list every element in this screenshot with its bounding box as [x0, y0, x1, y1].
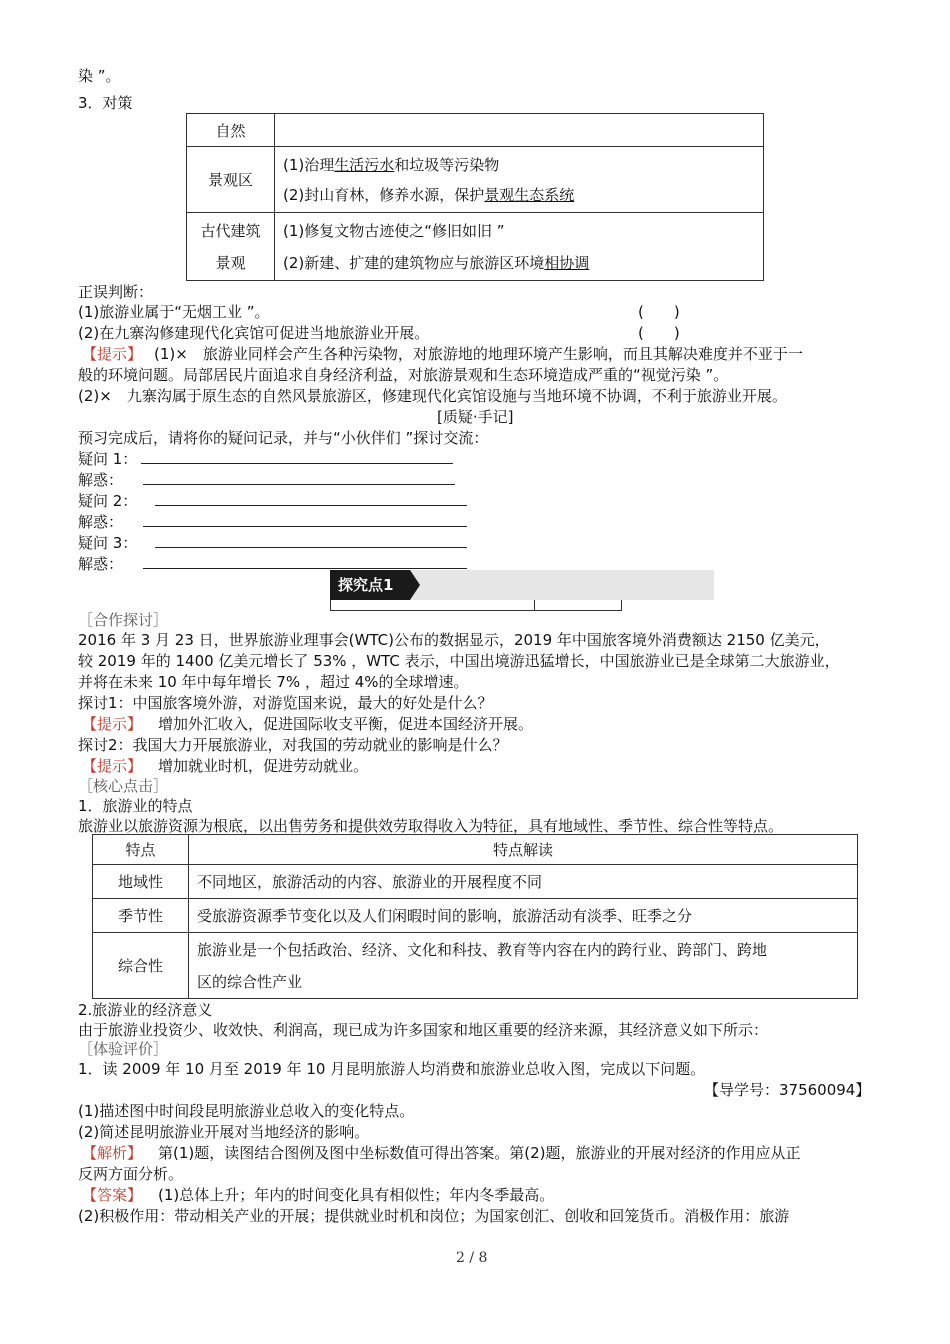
- explore-p2: 较 2019 年的 1400 亿美元增长了 53% ，WTC 表示，中国出境游迅猛增长，中国旅游业已是全球第二大旅游业，: [78, 652, 840, 670]
- discussion-1-tip: 【提示】 增加外汇收入，促进国际收支平衡，促进本国经济开展。: [82, 715, 534, 733]
- question-2-line: 疑问 2：: [78, 491, 467, 511]
- eval-question: 1．读 2009 年 10 月至 2019 年 10 月昆明旅游人均消费和旅游业总收入图，完成以下问题。: [78, 1060, 706, 1078]
- continued-text: 染 ”。: [78, 67, 121, 85]
- countermeasures-table: [186, 113, 764, 281]
- eval-sub-1: (1)描述图中时间段昆明旅游业总收入的变化特点。: [78, 1102, 415, 1120]
- explore-point-banner: [330, 570, 714, 600]
- guide-code: 【导学号：37560094】: [704, 1081, 871, 1099]
- judge-q2-paren: ( ): [638, 324, 680, 342]
- core-heading-1: 1．旅游业的特点: [78, 797, 193, 815]
- econ-heading: 2.旅游业的经济意义: [78, 1001, 213, 1019]
- features-table: [92, 834, 858, 999]
- table2-seasonal-desc: 受旅游资源季节变化以及人们闲暇时间的影响，旅游活动有淡季、旺季之分: [189, 899, 858, 933]
- judge-tip-1-cont: 般的环境问题。局部居民片面追求自身经济利益，对旅游景观和生态环境造成严重的“视觉污染 ”。: [78, 366, 729, 384]
- explore-header: ［合作探讨］: [78, 611, 169, 629]
- table1-cell-landscape-measures: (1)治理生活污水和垃圾等污染物 (2)封山育林，修养水源，保护景观生态系统: [275, 147, 764, 213]
- section-heading-3: 3．对策: [78, 94, 133, 112]
- analysis-line: 【解析】 第(1)题，读图结合图例及图中坐标数值可得出答案。第(2)题，旅游业的开展对经济的作用应从正: [82, 1144, 801, 1162]
- eval-header: ［体验评价］: [78, 1040, 169, 1058]
- table1-cell-landscape: 景观区: [187, 147, 275, 213]
- table1-cell-empty: [275, 114, 764, 147]
- analysis-line-cont: 反两方面分析。: [78, 1165, 184, 1183]
- banner-divider: [534, 600, 535, 610]
- notes-intro: 预习完成后，请将你的疑问记录，并与“小伙伴们 ”探讨交流：: [78, 429, 489, 447]
- table2-regional-desc: 不同地区，旅游活动的内容、旅游业的开展程度不同: [189, 865, 858, 899]
- table2-header-feature: 特点: [93, 835, 189, 865]
- table2-header-interpretation: 特点解读: [189, 835, 858, 865]
- table1-cell-ancient-building: 古代建筑 景观: [187, 213, 275, 281]
- table2-seasonal: 季节性: [93, 899, 189, 933]
- table1-cell-natural: 自然: [187, 114, 275, 147]
- table2-regional: 地域性: [93, 865, 189, 899]
- explore-p3: 并将在未来 10 年中每年增长 7% ，超过 4%的全球增速。: [78, 673, 469, 691]
- judge-title: 正误判断：: [78, 283, 154, 301]
- question-3-line: 疑问 3：: [78, 533, 467, 553]
- underline-sewage: 生活污水: [334, 155, 395, 174]
- eval-sub-2: (2)简述昆明旅游业开展对当地经济的影响。: [78, 1123, 370, 1141]
- banner-frame: [330, 600, 622, 611]
- question-1-line: 疑问 1：: [78, 449, 453, 469]
- core-header: ［核心点击］: [78, 777, 169, 795]
- answer-line: 【答案】 (1)总体上升；年内的时间变化具有相似性；年内冬季最高。: [82, 1186, 555, 1204]
- discussion-2-tip: 【提示】 增加就业时机，促进劳动就业。: [82, 757, 369, 775]
- answer-line-cont: (2)积极作用：带动相关产业的开展；提供就业时机和岗位；为国家创汇、创收和回笼货币。消极作用：旅游: [78, 1207, 790, 1225]
- table2-comprehensive: 综合性: [93, 933, 189, 999]
- judge-tip-2: (2)× 九寨沟属于原生态的自然风景旅游区，修建现代化宾馆设施与当地环境不协调，不利于旅游业开展。: [78, 387, 787, 405]
- page-number: 2 / 8: [456, 1250, 488, 1266]
- explore-p1: 2016 年 3 月 23 日，世界旅游业理事会(WTC)公布的数据显示，2019 年中国旅客境外消费额达 2150 亿美元，: [78, 631, 830, 649]
- core-p1: 旅游业以旅游资源为根底，以出售劳务和提供效劳取得收入为特征，具有地域性、季节性、综合性等特点。: [78, 817, 784, 835]
- judge-q2: (2)在九寨沟修建现代化宾馆可促进当地旅游业开展。: [78, 324, 430, 342]
- explore-point-badge: 探究点1: [330, 570, 410, 600]
- notes-header: [质疑·手记]: [437, 408, 514, 426]
- table1-cell-building-measures: (1)修复文物古迹使之“修旧如旧 ” (2)新建、扩建的建筑物应与旅游区环境相协调: [275, 213, 764, 281]
- judge-q1: (1)旅游业属于“无烟工业 ”。: [78, 303, 270, 321]
- answer-1-line: 解惑：: [78, 470, 455, 490]
- table2-comprehensive-desc: 旅游业是一个包括政治、经济、文化和科技、教育等内容在内的跨行业、跨部门、跨地 区的综合性产业: [189, 933, 858, 999]
- answer-2-line: 解惑：: [78, 512, 467, 532]
- judge-tip-1: 【提示】 (1)× 旅游业同样会产生各种污染物，对旅游地的地理环境产生影响，而且其解决难度并不亚于一: [82, 345, 803, 363]
- answer-3-line: 解惑：: [78, 554, 467, 574]
- underline-harmony: 相协调: [544, 253, 590, 272]
- econ-paragraph: 由于旅游业投资少、收效快、利润高，现已成为许多国家和地区重要的经济来源，其经济意义如下所示：: [78, 1021, 769, 1039]
- tip-label: 【提示】: [82, 345, 143, 363]
- underline-ecosystem: 景观生态系统: [484, 185, 575, 204]
- discussion-1: 探讨1：中国旅客境外游，对游览国来说，最大的好处是什么？: [78, 694, 493, 712]
- discussion-2: 探讨2：我国大力开展旅游业，对我国的劳动就业的影响是什么？: [78, 736, 508, 754]
- judge-q1-paren: ( ): [638, 303, 680, 321]
